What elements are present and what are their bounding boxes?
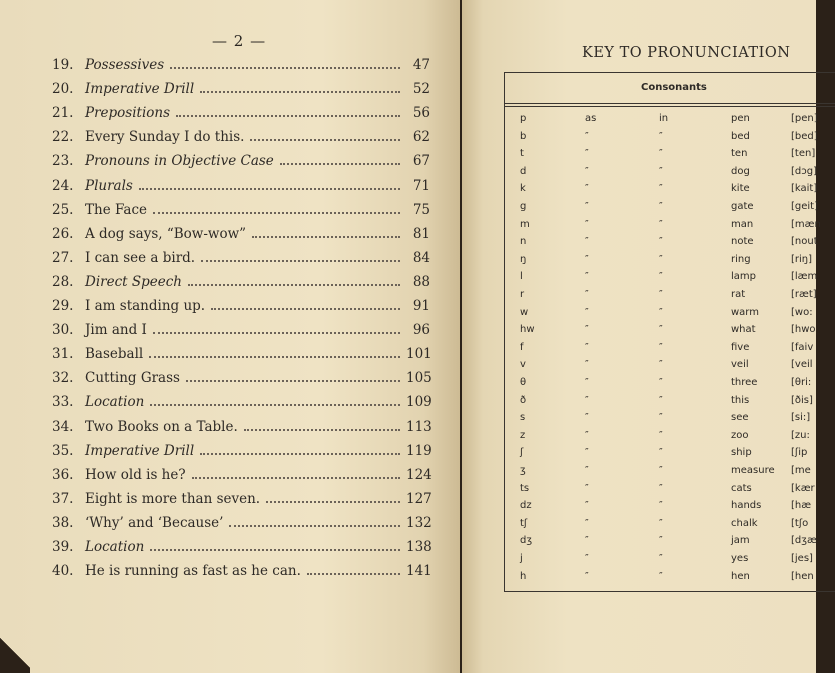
table-cell-example-word: kite: [731, 183, 750, 195]
table-cell-symbol: hw: [520, 324, 535, 336]
table-cell-transcription: [hwo: [791, 324, 816, 336]
toc-entry-number: 39.: [52, 539, 74, 555]
table-cell-symbol: f: [520, 341, 524, 353]
toc-entry-page: 124: [406, 466, 432, 483]
toc-entry-number: 23.: [52, 153, 74, 170]
table-cell-example-word: rat: [731, 289, 746, 300]
table-cell-example-word: this: [731, 394, 750, 406]
toc-leader-dots: [200, 91, 400, 93]
table-cell-in-marker: ″: [659, 535, 663, 547]
table-row: [505, 131, 835, 150]
table-cell-example-word: man: [731, 218, 754, 230]
table-cell-transcription: [si:]: [791, 412, 811, 424]
toc-leader-dots: [250, 139, 400, 141]
table-cell-as-marker: ″: [585, 482, 589, 494]
toc-leader-dots: [229, 525, 400, 527]
toc-entry: [52, 322, 430, 344]
toc-entry: [52, 105, 430, 127]
toc-entry-number: 28.: [52, 273, 74, 290]
table-cell-symbol: ʃ: [520, 447, 524, 459]
toc-entry: [52, 153, 430, 175]
table-cell-example-word: chalk: [731, 517, 758, 529]
toc-entry-title: Location: [85, 539, 145, 555]
table-cell-as-marker: ″: [585, 148, 589, 160]
toc-entry-page: 101: [406, 346, 432, 363]
table-cell-example-word: veil: [731, 359, 749, 371]
table-cell-as-marker: ″: [585, 218, 589, 230]
table-row: [505, 500, 835, 519]
right-page: [462, 0, 821, 673]
toc-entry: [52, 81, 430, 103]
table-cell-in-marker: ″: [659, 570, 663, 582]
toc-entry-title: Prepositions: [85, 105, 171, 122]
toc-entry-page: 113: [406, 418, 432, 435]
table-row: [505, 483, 835, 502]
table-cell-in-marker: ″: [659, 271, 663, 283]
table-cell-transcription: [nout: [791, 236, 818, 248]
toc-entry: [52, 443, 430, 465]
toc-leader-dots: [153, 212, 400, 214]
table-cell-as-marker: ″: [585, 130, 589, 142]
table-cell-in-marker: ″: [659, 500, 663, 512]
toc-entry: [52, 563, 430, 585]
table-cell-example-word: hen: [731, 570, 750, 582]
table-cell-as-marker: ″: [585, 377, 589, 388]
table-row: [505, 289, 835, 308]
table-row: [505, 412, 835, 431]
table-cell-transcription: [bed]: [791, 130, 818, 142]
table-cell-transcription: [ræt]: [791, 289, 817, 300]
toc-entry-page: 96: [412, 322, 430, 339]
toc-entry: [52, 370, 430, 392]
table-cell-as-marker: ″: [585, 165, 589, 177]
table-cell-example-word: dog: [731, 165, 750, 177]
toc-entry-number: 32.: [52, 370, 74, 387]
table-row: [505, 307, 835, 326]
table-cell-in-marker: ″: [659, 517, 663, 529]
table-row: [505, 395, 835, 414]
table-row: [505, 236, 835, 255]
table-cell-in-marker: ″: [659, 412, 663, 424]
table-cell-transcription: [hen: [791, 570, 814, 582]
table-cell-in-marker: ″: [659, 429, 663, 441]
table-cell-example-word: warm: [731, 306, 759, 318]
toc-leader-dots: [244, 429, 400, 431]
table-cell-as-marker: ″: [585, 429, 589, 441]
toc-entry-page: 88: [412, 273, 430, 290]
toc-entry: [52, 298, 430, 320]
table-cell-as-marker: ″: [585, 306, 589, 318]
table-cell-symbol: p: [520, 113, 527, 124]
table-cell-example-word: measure: [731, 465, 775, 476]
table-header: [505, 73, 835, 104]
toc-entry-number: 34.: [52, 418, 74, 435]
toc-leader-dots: [201, 260, 400, 262]
table-cell-transcription: [zu:: [791, 429, 810, 441]
table-cell-as-marker: ″: [585, 236, 589, 248]
toc-leader-dots: [170, 67, 400, 69]
table-cell-symbol: n: [520, 236, 527, 248]
table-cell-example-word: yes: [731, 553, 749, 564]
table-cell-in-marker: ″: [659, 394, 663, 406]
table-cell-in-marker: ″: [659, 359, 663, 371]
table-cell-symbol: v: [520, 359, 526, 371]
toc-entry-page: 56: [412, 105, 430, 122]
table-cell-symbol: tʃ: [520, 517, 528, 529]
table-cell-symbol: ð: [520, 394, 527, 406]
toc-entry: [52, 57, 430, 79]
table-cell-symbol: θ: [520, 377, 527, 388]
table-cell-transcription: [dʒæ: [791, 535, 817, 547]
table-row: [505, 166, 835, 185]
toc-leader-dots: [192, 477, 400, 479]
table-row: [505, 447, 835, 466]
table-cell-symbol: b: [520, 130, 527, 142]
toc-entry-number: 38.: [52, 514, 74, 531]
table-cell-in-marker: ″: [659, 377, 663, 388]
toc-entry: [52, 467, 430, 489]
page-title: KEY TO PRONUNCIATION: [582, 45, 791, 61]
table-cell-as-marker: ″: [585, 271, 589, 283]
toc-entry-page: 119: [406, 442, 432, 459]
toc-entry-title: Baseball: [85, 346, 144, 363]
table-cell-transcription: [kait]: [791, 183, 818, 195]
table-cell-transcription: [hæ: [791, 500, 812, 512]
toc-entry-page: 47: [412, 57, 430, 73]
table-row: [505, 571, 835, 590]
table-cell-in-marker: ″: [659, 553, 663, 564]
toc-entry-page: 67: [412, 153, 430, 170]
toc-entry-page: 132: [406, 514, 432, 531]
toc-leader-dots: [188, 284, 400, 286]
toc-entry-title: Plurals: [85, 177, 133, 194]
table-cell-in-marker: ″: [659, 306, 663, 318]
table-row: [505, 148, 835, 167]
table-cell-transcription: [kær: [791, 482, 815, 494]
table-cell-transcription: [læm: [791, 271, 818, 283]
table-cell-example-word: hands: [731, 500, 762, 512]
table-cell-transcription: [jes]: [791, 553, 813, 564]
toc-leader-dots: [186, 380, 400, 382]
toc-entry-number: 37.: [52, 490, 74, 507]
toc-entry-page: 138: [406, 539, 432, 555]
page-corner-shadow: [0, 633, 30, 673]
table-cell-in-marker: in: [659, 113, 669, 124]
table-cell-transcription: [veil: [791, 359, 813, 371]
table-cell-symbol: k: [520, 183, 526, 195]
table-cell-symbol: ʒ: [520, 465, 526, 476]
table-cell-symbol: dʒ: [520, 535, 533, 547]
toc-entry-number: 33.: [52, 394, 74, 411]
table-cell-example-word: five: [731, 341, 750, 353]
table-cell-in-marker: ″: [659, 253, 663, 265]
table-row: [505, 359, 835, 378]
table-row: [505, 183, 835, 202]
table-cell-transcription: [mæn: [791, 218, 821, 230]
toc-entry-number: 29.: [52, 298, 74, 314]
toc-entry-number: 40.: [52, 563, 74, 580]
toc-entry-title: Pronouns in Objective Case: [85, 153, 274, 170]
table-cell-symbol: h: [520, 570, 527, 582]
table-cell-as-marker: ″: [585, 341, 589, 353]
toc-entry-title: ‘Why’ and ‘Because’: [85, 514, 224, 531]
table-header-label: Consonants: [641, 82, 707, 93]
table-row: [505, 465, 835, 484]
table-cell-transcription: [wo:: [791, 306, 813, 318]
toc-entry-title: I am standing up.: [85, 298, 206, 314]
table-cell-in-marker: ″: [659, 289, 663, 300]
toc-entry-title: The Face: [85, 201, 148, 218]
toc-leader-dots: [307, 573, 400, 575]
toc-entry: [52, 491, 430, 513]
toc-leader-dots: [150, 549, 400, 551]
toc-entry-number: 21.: [52, 105, 74, 122]
table-cell-example-word: pen: [731, 113, 750, 124]
table-cell-example-word: zoo: [731, 429, 749, 441]
table-cell-transcription: [ðis]: [791, 394, 813, 406]
table-cell-as-marker: ″: [585, 394, 589, 406]
toc-entry-page: 75: [412, 201, 430, 218]
table-row: [505, 518, 835, 537]
table-cell-example-word: lamp: [731, 271, 756, 283]
toc-entry-title: Eight is more than seven.: [85, 490, 261, 507]
table-cell-in-marker: ″: [659, 324, 663, 336]
toc-entry-title: A dog says, “Bow-wow”: [85, 225, 247, 242]
toc-entry-number: 24.: [52, 177, 74, 194]
toc-entry: [52, 202, 430, 224]
toc-leader-dots: [211, 308, 400, 310]
toc-leader-dots: [280, 163, 400, 165]
table-row: [505, 342, 835, 361]
table-cell-symbol: g: [520, 201, 527, 212]
pronunciation-table: [504, 72, 835, 592]
toc-entry: [52, 515, 430, 537]
table-cell-in-marker: ″: [659, 236, 663, 248]
table-cell-example-word: ship: [731, 447, 752, 459]
toc-entry-title: Two Books on a Table.: [85, 418, 238, 435]
table-cell-symbol: r: [520, 289, 525, 300]
toc-leader-dots: [153, 332, 400, 334]
table-row: [505, 113, 835, 132]
toc-entry-title: Cutting Grass: [85, 370, 180, 387]
table-cell-example-word: three: [731, 377, 758, 388]
toc-leader-dots: [200, 453, 400, 455]
table-cell-in-marker: ″: [659, 218, 663, 230]
toc-entry: [52, 394, 430, 416]
toc-entry-number: 36.: [52, 466, 74, 483]
toc-entry-number: 31.: [52, 346, 74, 363]
toc-entry-number: 26.: [52, 225, 74, 242]
table-cell-as-marker: ″: [585, 447, 589, 459]
table-cell-as-marker: ″: [585, 201, 589, 212]
table-row: [505, 377, 835, 396]
table-cell-example-word: jam: [731, 535, 750, 547]
toc-entry-page: 84: [412, 249, 430, 266]
toc-entry-title: Possessives: [85, 57, 165, 73]
table-cell-symbol: l: [520, 271, 523, 283]
table-row: [505, 201, 835, 220]
table-row: [505, 254, 835, 273]
toc-entry-page: 109: [406, 394, 432, 411]
table-cell-in-marker: ″: [659, 183, 663, 195]
toc-entry-title: He is running as fast as he can.: [85, 563, 301, 580]
toc-entry-number: 19.: [52, 57, 74, 73]
table-cell-transcription: [me: [791, 465, 811, 476]
table-cell-in-marker: ″: [659, 201, 663, 212]
table-cell-symbol: s: [520, 412, 526, 424]
table-cell-as-marker: ″: [585, 535, 589, 547]
toc-entry-number: 22.: [52, 129, 74, 146]
toc-entry: [52, 178, 430, 200]
table-row: [505, 553, 835, 572]
table-cell-as-marker: ″: [585, 324, 589, 336]
table-cell-in-marker: ″: [659, 465, 663, 476]
table-cell-symbol: ts: [520, 482, 530, 494]
table-cell-as-marker: ″: [585, 517, 589, 529]
table-cell-example-word: see: [731, 412, 749, 424]
table-cell-symbol: t: [520, 148, 524, 160]
toc-entry-title: Location: [85, 394, 145, 411]
toc-leader-dots: [176, 115, 400, 117]
table-cell-symbol: dz: [520, 500, 532, 512]
toc-leader-dots: [139, 188, 400, 190]
table-cell-as-marker: ″: [585, 500, 589, 512]
table-cell-example-word: cats: [731, 482, 752, 494]
toc-entry-page: 62: [412, 129, 430, 146]
table-header-rule: [505, 106, 835, 107]
table-cell-in-marker: ″: [659, 482, 663, 494]
table-cell-symbol: ŋ: [520, 253, 527, 265]
table-cell-transcription: [ʃip: [791, 447, 808, 459]
table-cell-as-marker: ″: [585, 570, 589, 582]
table-cell-symbol: d: [520, 165, 527, 177]
toc-leader-dots: [266, 501, 400, 503]
table-cell-as-marker: ″: [585, 289, 589, 300]
toc-leader-dots: [149, 356, 400, 358]
toc-leader-dots: [150, 404, 400, 406]
toc-entry-number: 20.: [52, 81, 74, 98]
table-cell-as-marker: ″: [585, 183, 589, 195]
table-cell-symbol: w: [520, 306, 529, 318]
table-cell-transcription: [faiv: [791, 341, 814, 353]
toc-entry: [52, 539, 430, 561]
toc-entry: [52, 419, 430, 441]
table-cell-transcription: [pen]: [791, 113, 818, 124]
toc-entry-title: Jim and I: [85, 322, 147, 339]
toc-entry-page: 52: [412, 81, 430, 98]
table-cell-example-word: ring: [731, 253, 751, 265]
table-row: [505, 535, 835, 554]
table-row: [505, 430, 835, 449]
toc-entry-number: 30.: [52, 322, 74, 339]
toc-entry: [52, 346, 430, 368]
toc-entry: [52, 274, 430, 296]
toc-entry: [52, 226, 430, 248]
table-cell-example-word: bed: [731, 130, 750, 142]
toc-entry-title: Imperative Drill: [85, 81, 195, 98]
toc-entry-number: 27.: [52, 249, 74, 266]
table-cell-transcription: [geit]: [791, 201, 819, 212]
toc-entry-title: Direct Speech: [85, 273, 182, 290]
table-cell-in-marker: ″: [659, 148, 663, 160]
table-cell-symbol: m: [520, 218, 530, 230]
table-cell-in-marker: ″: [659, 165, 663, 177]
table-row: [505, 324, 835, 343]
toc-entry-title: Imperative Drill: [85, 442, 195, 459]
table-cell-as-marker: as: [585, 113, 597, 124]
toc-entry: [52, 129, 430, 151]
page-number: — 2 —: [212, 32, 267, 50]
table-cell-in-marker: ″: [659, 130, 663, 142]
toc-entry-page: 71: [412, 177, 430, 194]
table-cell-example-word: ten: [731, 148, 748, 160]
table-cell-as-marker: ″: [585, 465, 589, 476]
table-cell-example-word: note: [731, 236, 754, 248]
table-cell-transcription: [tʃo: [791, 517, 809, 529]
toc-entry: [52, 250, 430, 272]
table-cell-transcription: [θri:: [791, 377, 812, 388]
toc-entry-page: 91: [412, 298, 430, 314]
toc-entry-page: 81: [412, 225, 430, 242]
table-cell-in-marker: ″: [659, 341, 663, 353]
table-cell-as-marker: ″: [585, 253, 589, 265]
table-row: [505, 271, 835, 290]
toc-leader-dots: [252, 236, 400, 238]
toc-entry-number: 35.: [52, 442, 74, 459]
toc-entry-page: 127: [406, 490, 432, 507]
table-row: [505, 219, 835, 238]
table-cell-example-word: what: [731, 324, 756, 336]
table-cell-as-marker: ″: [585, 359, 589, 371]
toc-entry-number: 25.: [52, 201, 74, 218]
table-cell-as-marker: ″: [585, 553, 589, 564]
table-cell-symbol: j: [520, 553, 523, 564]
table-cell-symbol: z: [520, 429, 526, 441]
table-cell-example-word: gate: [731, 201, 754, 212]
table-cell-as-marker: ″: [585, 412, 589, 424]
toc-entry-title: Every Sunday I do this.: [85, 129, 245, 146]
toc-entry-title: I can see a bird.: [85, 249, 196, 266]
table-cell-transcription: [dɔg]: [791, 165, 817, 177]
table-cell-transcription: [riŋ]: [791, 253, 813, 265]
toc-entry-page: 141: [406, 563, 432, 580]
toc-entry-page: 105: [406, 370, 432, 387]
table-cell-transcription: [ten]: [791, 148, 816, 160]
toc-entry-title: How old is he?: [85, 466, 186, 483]
table-cell-in-marker: ″: [659, 447, 663, 459]
